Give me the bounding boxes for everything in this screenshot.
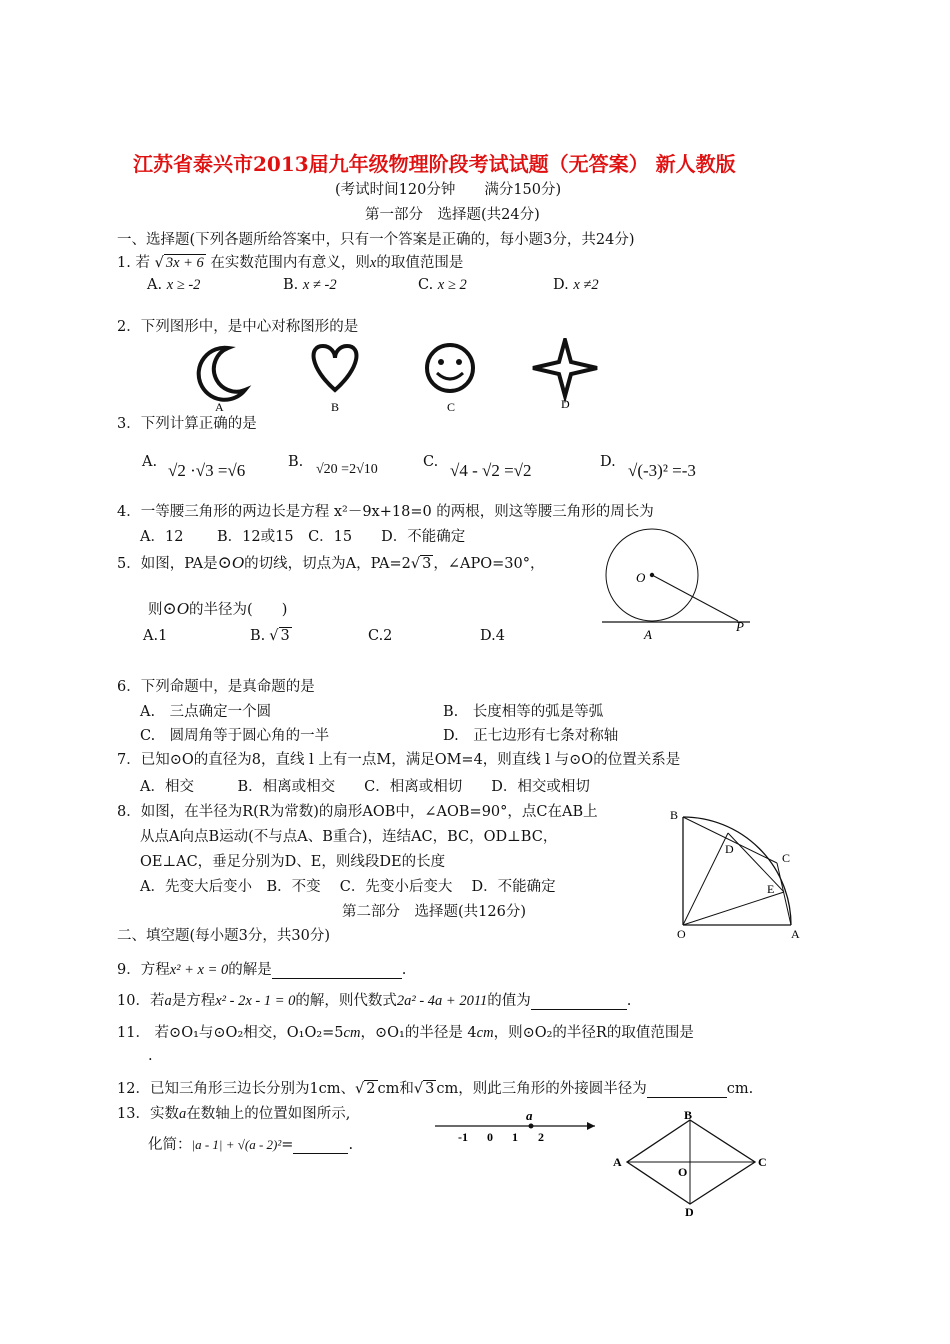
question-10: 10．若a是方程x² - 2x - 1 = 0的解，则代数式2a² - 4a + 2011的值为 . [117, 993, 632, 1009]
svg-text:B: B [670, 808, 679, 822]
question-5-line1: 5．如图，PA是⊙O的切线，切点为A，PA=2√ 3 ，∠APO=30°， [117, 553, 545, 572]
q3-option-a-expr: √2 ·√3 =√6 [168, 461, 246, 480]
svg-text:P: P [736, 619, 744, 634]
svg-text:2: 2 [538, 1130, 544, 1144]
q5-option-c: C.2 [368, 628, 393, 644]
q6-option-b: B. 长度相等的弧是等弧 [443, 704, 604, 720]
svg-text:A: A [613, 1155, 622, 1169]
svg-text:-1: -1 [458, 1130, 468, 1144]
q13-rhombus-figure [610, 1108, 775, 1218]
figure-label-c: C [447, 400, 456, 414]
q5-option-b: B. √ 3 [250, 628, 290, 644]
q5-option-a: A.1 [143, 628, 168, 644]
q3-option-d-expr: √(-3)² =-3 [628, 461, 696, 480]
svg-text:1: 1 [512, 1130, 518, 1144]
question-1: 1. 若 √ 3x + 6 在实数范围内有意义，则x的取值范围是 [117, 255, 464, 271]
q3-option-d: D. [600, 454, 616, 470]
svg-text:A: A [791, 927, 800, 941]
q6-option-a: A. 三点确定一个圆 [140, 704, 272, 720]
q3-option-c-expr: √4 - √2 =√2 [450, 461, 532, 480]
question-11: 11． 若⊙O₁与⊙O₂相交，O₁O₂=5cm，⊙O₁的半径是 4cm，则⊙O₂的半径R的取值范围是 [117, 1025, 694, 1041]
q3-option-a: A. [142, 454, 158, 470]
answer-blank [647, 1081, 727, 1098]
question-13-line2: 化简：|a - 1| + √(a - 2)²= . [148, 1137, 354, 1153]
q1-option-b: B. x ≠ -2 [283, 277, 337, 293]
q1-option-c: C. x ≥ 2 [418, 277, 467, 293]
section-two-heading: 二、填空题(每小题3分，共30分) [117, 928, 330, 944]
q1-option-d: D. x ≠2 [553, 277, 599, 293]
figure-label-d: D [561, 397, 570, 411]
q5-option-d: D.4 [480, 628, 505, 644]
answer-blank [293, 1137, 348, 1154]
exam-info: (考试时间120分钟 满分150分) [335, 182, 562, 198]
question-4: 4．一等腰三角形的两边长是方程 x²－9x+18=0 的两根，则这等腰三角形的周长为 [117, 504, 654, 520]
svg-text:E: E [767, 882, 775, 896]
q3-option-b: B. [288, 454, 304, 470]
svg-text:D: D [685, 1205, 694, 1218]
question-7: 7．已知⊙O的直径为8，直线 l 上有一点M，满足OM=4，则直线 l 与⊙O的位置关系是 [117, 752, 681, 768]
svg-text:D: D [725, 842, 734, 856]
svg-text:B: B [684, 1108, 693, 1122]
radical: 3x + 6 [165, 255, 204, 271]
question-8-line2: 从点A向点B运动(不与点A、B重合)，连结AC，BC，OD⊥BC， [140, 829, 558, 845]
question-8-line3: OE⊥AC，垂足分别为D、E，则线段DE的长度 [140, 854, 446, 870]
q8-sector-figure [665, 805, 815, 945]
q2-figures [190, 338, 610, 418]
four-point-star-shape [533, 340, 597, 396]
svg-text:O: O [678, 1165, 688, 1179]
answer-blank [272, 962, 402, 979]
question-2: 2．下列图形中，是中心对称图形的是 [117, 319, 359, 335]
question-13-line1: 13．实数a在数轴上的位置如图所示, [117, 1106, 351, 1122]
question-6: 6．下列命题中，是真命题的是 [117, 679, 315, 695]
svg-text:A: A [644, 627, 652, 642]
question-9: 9．方程x² + x = 0的解是 . [117, 962, 407, 978]
svg-text:0: 0 [487, 1130, 493, 1144]
question-12: 12．已知三角形三边长分别为1cm、√ 2 cm和√ 3 cm，则此三角形的外接圆半径为 cm. [117, 1081, 754, 1097]
question-5-line2: 则⊙O的半径为( ) [148, 599, 288, 618]
svg-text:C: C [782, 851, 791, 865]
q13-number-line [430, 1108, 605, 1148]
q1-options: A. x ≥ -2 [147, 277, 201, 293]
section-one-heading: 一、选择题(下列各题所给答案中，只有一个答案是正确的，每小题3分，共24分) [117, 232, 635, 248]
question-3: 3．下列计算正确的是 [117, 416, 257, 432]
heart-shape [314, 346, 357, 390]
q5-tangent-figure [600, 525, 780, 650]
svg-text:O: O [677, 927, 686, 941]
q3-option-c: C. [423, 454, 439, 470]
svg-text:C: C [758, 1155, 767, 1169]
part-one-heading: 第一部分 选择题(共24分) [365, 207, 540, 223]
figure-label-a: A [215, 400, 224, 414]
q7-options: A．相交 B．相离或相交 C．相离或相切 D．相交或相切 [140, 779, 590, 795]
q6-option-c: C. 圆周角等于圆心角的一半 [140, 728, 330, 744]
page-title: 江苏省泰兴市2013届九年级物理阶段考试试题（无答案） 新人教版 [133, 152, 736, 176]
q11-end-dot: . [148, 1048, 153, 1064]
q3-option-b-expr: √20 =2√10 [316, 462, 378, 477]
svg-text:a: a [526, 1108, 533, 1123]
answer-blank [531, 993, 627, 1010]
q4-options: A．12 B．12或15 C．15 D．不能确定 [140, 529, 466, 545]
q6-option-d: D. 正七边形有七条对称轴 [443, 728, 619, 744]
crescent-shape [199, 348, 245, 400]
q8-options: A．先变大后变小 B．不变 C．先变小后变大 D．不能确定 [140, 879, 556, 895]
figure-label-b: B [331, 400, 340, 414]
question-8-line1: 8．如图，在半径为R(R为常数)的扇形AOB中，∠AOB=90°，点C在AB上 [117, 804, 598, 820]
smiley-face-shape [427, 345, 473, 391]
part-two-heading: 第二部分 选择题(共126分) [342, 904, 526, 920]
svg-text:O: O [636, 570, 646, 585]
